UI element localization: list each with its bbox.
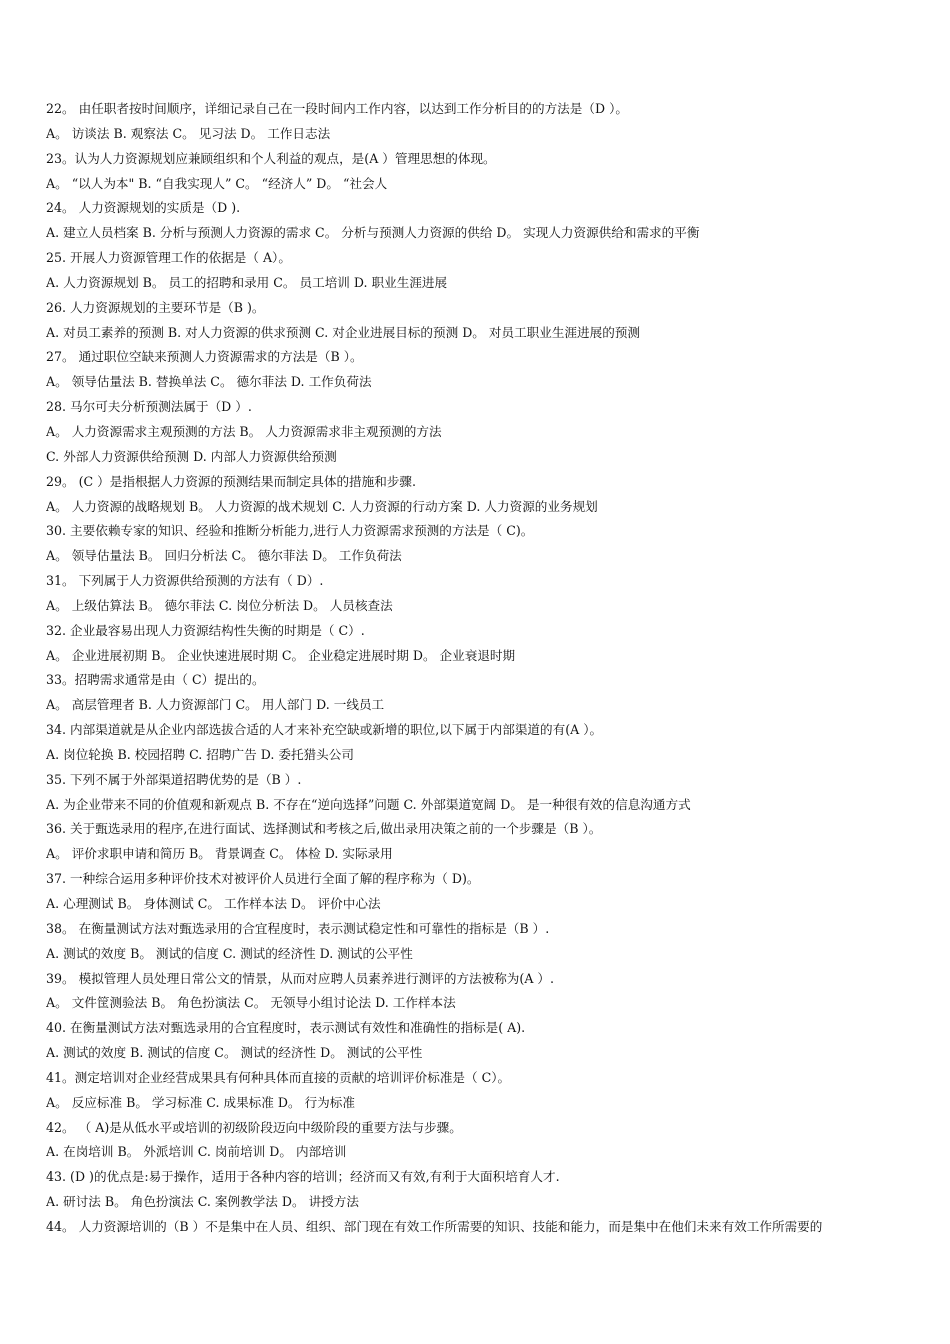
question-32: 32. 企业最容易出现人力资源结构性失衡的时期是（ C）.: [46, 622, 365, 638]
question-23-options: A。 “以人为本" B. “自我实现人” C。 “经济人” D。 “社会人: [46, 175, 388, 191]
question-30-options: A。 领导估量法 B。 回归分析法 C。 德尔菲法 D。 工作负荷法: [46, 548, 402, 564]
question-26-options: A. 对员工素养的预测 B. 对人力资源的供求预测 C. 对企业进展目标的预测 D。 对员工职业生涯进展的预测: [46, 324, 641, 340]
question-31: 31。 下列属于人力资源供给预测的方法有（ D）.: [46, 573, 324, 589]
question-30: 30. 主要依赖专家的知识、经验和推断分析能力,进行人力资源需求预测的方法是（ C)。: [46, 523, 534, 539]
question-25: 25. 开展人力资源管理工作的依据是（ A）。: [46, 250, 291, 266]
question-40: 40. 在衡量测试方法对甄选录用的合宜程度时，表示测试有效性和准确性的指标是( A).: [46, 1020, 526, 1036]
question-32-options: A。 企业进展初期 B。 企业快速进展时期 C。 企业稳定进展时期 D。 企业衰退时期: [46, 647, 516, 663]
question-26: 26. 人力资源规划的主要环节是（B )。: [46, 299, 265, 315]
question-36-options: A。 评价求职申请和简历 B。 背景调查 C。 体检 D. 实际录用: [46, 846, 393, 862]
question-41: 41。测定培训对企业经营成果具有何种具体而直接的贡献的培训评价标准是（ C）。: [46, 1069, 511, 1085]
question-37: 37. 一种综合运用多种评价技术对被评价人员进行全面了解的程序称为（ D)。: [46, 871, 480, 887]
question-43-options: A. 研讨法 B。 角色扮演法 C. 案例教学法 D。 讲授方法: [46, 1194, 359, 1210]
question-39-options: A。 文件筐测验法 B。 角色扮演法 C。 无领导小组讨论法 D. 工作样本法: [46, 995, 456, 1011]
question-42-options: A. 在岗培训 B。 外派培训 C. 岗前培训 D。 内部培训: [46, 1144, 347, 1160]
question-41-options: A。 反应标准 B。 学习标准 C. 成果标准 D。 行为标准: [46, 1094, 355, 1110]
question-34-options: A. 岗位轮换 B. 校园招聘 C. 招聘广告 D. 委托猎头公司: [46, 746, 354, 762]
question-37-options: A. 心理测试 B。 身体测试 C。 工作样本法 D。 评价中心法: [46, 896, 381, 911]
question-33: 33。招聘需求通常是由（ C）提出的。: [46, 672, 265, 688]
question-38-options: A. 测试的效度 B。 测试的信度 C. 测试的经济性 D. 测试的公平性: [46, 945, 413, 961]
question-24-options: A. 建立人员档案 B. 分析与预测人力资源的需求 C。 分析与预测人力资源的供给 D。 实现人力资源供给和需求的平衡: [46, 225, 700, 241]
question-39: 39。 模拟管理人员处理日常公文的情景，从而对应聘人员素养进行测评的方法被称为(A ）.: [46, 970, 555, 986]
question-28-options-a-b: A。 人力资源需求主观预测的方法 B。 人力资源需求非主观预测的方法: [46, 423, 442, 439]
question-35-options: A. 为企业带来不同的价值观和新观点 B. 不存在“逆向选择”问题 C. 外部渠道宽阔 D。 是一种很有效的信息沟通方式: [46, 796, 691, 812]
question-35: 35. 下列不属于外部渠道招聘优势的是（B ）.: [46, 771, 302, 787]
question-43: 43. (D )的优点是:易于操作，适用于各种内容的培训；经济而又有效,有利于大面积培育人才.: [46, 1169, 560, 1185]
question-31-options: A。 上级估算法 B。 德尔菲法 C. 岗位分析法 D。 人员核查法: [46, 597, 393, 613]
question-34: 34. 内部渠道就是从企业内部选拔合适的人才来补充空缺或新增的职位,以下属于内部渠道的有(A ）。: [46, 722, 603, 738]
question-25-options: A. 人力资源规划 B。 员工的招聘和录用 C。 员工培训 D. 职业生涯进展: [46, 274, 448, 290]
question-44: 44。 人力资源培训的（B ）不是集中在人员、组织、部门现在有效工作所需要的知识、技能和能力，而是集中在他们未来有效工作所需要的: [46, 1218, 823, 1234]
question-29-options: A。 人力资源的战略规划 B。 人力资源的战术规划 C. 人力资源的行动方案 D. 人力资源的业务规划: [46, 498, 598, 514]
question-33-options: A。 高层管理者 B. 人力资源部门 C。 用人部门 D. 一线员工: [46, 697, 385, 713]
question-36: 36. 关于甄选录用的程序,在进行面试、选择测试和考核之后,做出录用决策之前的一个步骤是（B ）。: [46, 821, 602, 837]
question-29: 29。 (C ）是指根据人力资源的预测结果而制定具体的措施和步骤.: [46, 473, 417, 489]
question-24: 24。 人力资源规划的实质是（D ).: [46, 200, 241, 216]
question-40-options: A. 测试的效度 B. 测试的信度 C。 测试的经济性 D。 测试的公平性: [46, 1045, 423, 1061]
question-22-options: A。 访谈法 B. 观察法 C。 见习法 D。 工作日志法: [46, 125, 331, 141]
question-38: 38。 在衡量测试方法对甄选录用的合宜程度时，表示测试稳定性和可靠性的指标是（B ）.: [46, 920, 550, 936]
question-23: 23。认为人力资源规划应兼顾组织和个人利益的观点，是(A ）管理思想的体现。: [46, 150, 496, 166]
question-28-options-c-d: C. 外部人力资源供给预测 D. 内部人力资源供给预测: [46, 448, 337, 464]
question-27: 27。 通过职位空缺来预测人力资源需求的方法是（B ）。: [46, 349, 363, 365]
question-42: 42。 （ A)是从低水平或培训的初级阶段迈向中级阶段的重要方法与步骤。: [46, 1119, 462, 1135]
document-body: [46, 97, 916, 1240]
question-27-options: A。 领导估量法 B. 替换单法 C。 德尔菲法 D. 工作负荷法: [46, 374, 372, 390]
question-22: 22。 由任职者按时间顺序，详细记录自己在一段时间内工作内容，以达到工作分析目的的方法是（D ）。: [46, 101, 628, 116]
question-28: 28. 马尔可夫分析预测法属于（D ）.: [46, 399, 252, 415]
